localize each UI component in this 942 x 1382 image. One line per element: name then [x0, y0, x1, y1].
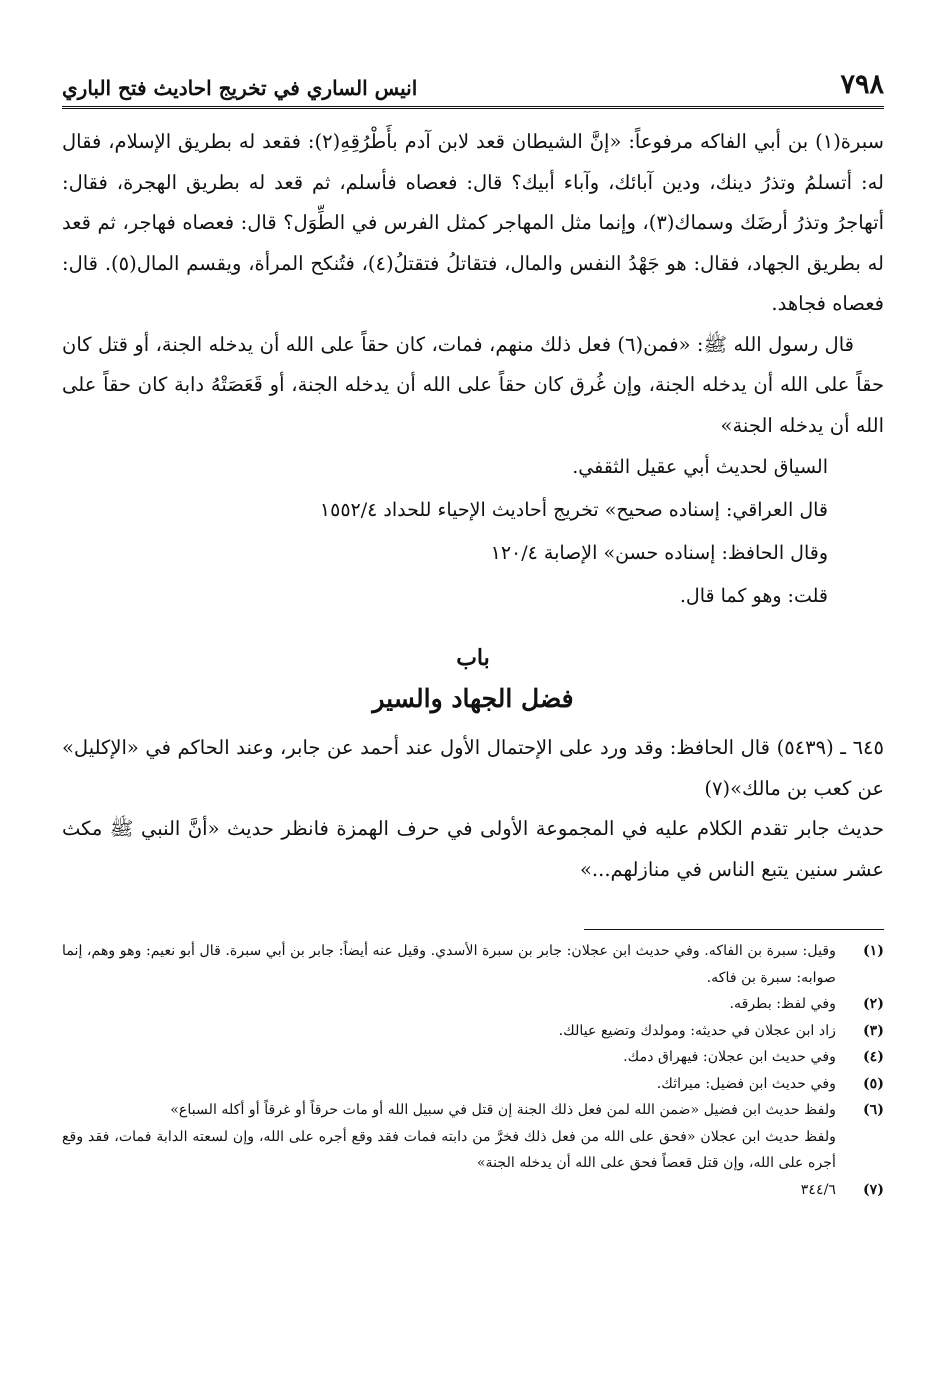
footnotes — [62, 938, 884, 1203]
footnote — [62, 1071, 884, 1098]
footnote-separator — [584, 929, 884, 930]
hadith-paragraph-2: قال رسول الله ﷺ: «فمن(٦) فعل ذلك منهم، فمات، كان حقاً على الله أن يدخله الجنة، أو قتل كان حقاً على الله أن يدخله الجنة، وإن غُرق كان حقاً على الله أن يدخله الجنة، أو قَعَصَتْهُ دابة كان حقاً على الله أن يدخله الجنة» — [62, 332, 884, 437]
footnote — [62, 1097, 884, 1124]
footnote-number: (٤) — [862, 1049, 884, 1065]
footnote-number: (٦) — [862, 1102, 884, 1118]
footnote-text: ولفظ حديث ابن عجلان «فحق على الله من فعل ذلك فخرَّ من دابته فمات فقد وقع أجره على الله، وإن لسعته الدابة فمات، فقد وقع أجره على الله، وإن قتل قعصاً فحق على الله أن يدخله الجنة» — [62, 1128, 836, 1171]
footnote-number: (٣) — [862, 1022, 884, 1039]
footnote-text: وفي لفظ: بطرقه. — [729, 996, 836, 1012]
commentary-paragraph: حديث جابر تقدم الكلام عليه في المجموعة الأولى في حرف الهمزة فانظر حديث «أنَّ النبي ﷺ مكث عشر سنين يتبع الناس في منازلهم...» — [62, 817, 884, 881]
footnote — [62, 1018, 884, 1045]
chapter-heading — [62, 638, 884, 720]
footnote-text: زاد ابن عجلان في حديثه: ومولدك وتضيع عيالك. — [558, 1022, 836, 1039]
footnote-text: وفي حديث ابن فضيل: ميراثك. — [656, 1075, 836, 1092]
main-text — [62, 122, 884, 890]
chapter-label: باب — [456, 645, 490, 671]
footnote-text: وقيل: سبرة بن الفاكه. وفي حديث ابن عجلان: جابر بن سبرة الأسدي. وقيل عنه أيضاً: جابر بن أبي سبرة. قال أبو نعيم: وهو وهم، إنما صوابه: سبرة بن فاكه. — [62, 943, 836, 986]
source-note-2: قال العراقي: إسناده صحيح» تخريج أحاديث الإحياء للحداد ١٥٥٢/٤ — [319, 499, 828, 521]
chapter-title: فضل الجهاد والسير — [372, 684, 574, 713]
footnote — [62, 938, 884, 991]
source-note-3: وقال الحافظ: إسناده حسن» الإصابة ١٢٠/٤ — [490, 542, 828, 564]
footnote — [62, 1044, 884, 1071]
entry-paragraph: ٦٤٥ ـ (٥٤٣٩) قال الحافظ: وقد ورد على الإحتمال الأول عند أحمد عن جابر، وعند الحاكم في «الإكليل» عن كعب بن مالك»(٧) — [62, 736, 884, 800]
footnote-number — [836, 1124, 884, 1177]
footnote-number: (١) — [862, 943, 884, 959]
footnote-text: وفي حديث ابن عجلان: فيهراق دمك. — [623, 1049, 836, 1065]
footnote-number: (٥) — [862, 1075, 884, 1092]
footnote — [62, 1177, 884, 1204]
source-note-1: السياق لحديث أبي عقيل الثقفي. — [572, 456, 828, 478]
footnote — [62, 991, 884, 1018]
source-note-4: قلت: وهو كما قال. — [679, 585, 828, 607]
page-number: ٧٩٨ — [840, 69, 884, 100]
hadith-paragraph-1: سبرة(١) بن أبي الفاكه مرفوعاً: «إنَّ الشيطان قعد لابن آدم بأَطْرُقِهِ(٢): فقعد له بطريق الإسلام، فقال له: أتسلمُ وتذرُ دينك، ودين آبائك، وآباء أبيك؟ قال: فعصاه فأسلم، ثم قعد له بطريق الهجرة، فقال: أتهاجرُ وتذرُ أرضَك وسماك(٣)، وإنما مثل المهاجر كمثل الفرس في الطِّوَل؟ قال: فعصاه فهاجر، ثم قعد له بطريق الجهاد، فقال: هو جَهْدُ النفس والمال، فتقاتلُ فتقتلُ(٤)، فتُنكح المرأة، ويقسم المال(٥). قال: فعصاه فجاهد. — [62, 130, 884, 315]
running-title: انيس الساري في تخريج احاديث فتح الباري — [62, 76, 418, 100]
footnote-number: (٢) — [862, 996, 884, 1012]
footnote-text: ولفظ حديث ابن فضيل «ضمن الله لمن فعل ذلك الجنة إن قتل في سبيل الله أو مات حرقاً أو غرقاً أو أكله السباع» — [170, 1102, 836, 1118]
footnote-number: (٧) — [862, 1181, 884, 1198]
page-header — [62, 60, 884, 109]
footnote-continuation — [62, 1124, 884, 1177]
footnote-text: ٣٤٤/٦ — [800, 1181, 836, 1198]
